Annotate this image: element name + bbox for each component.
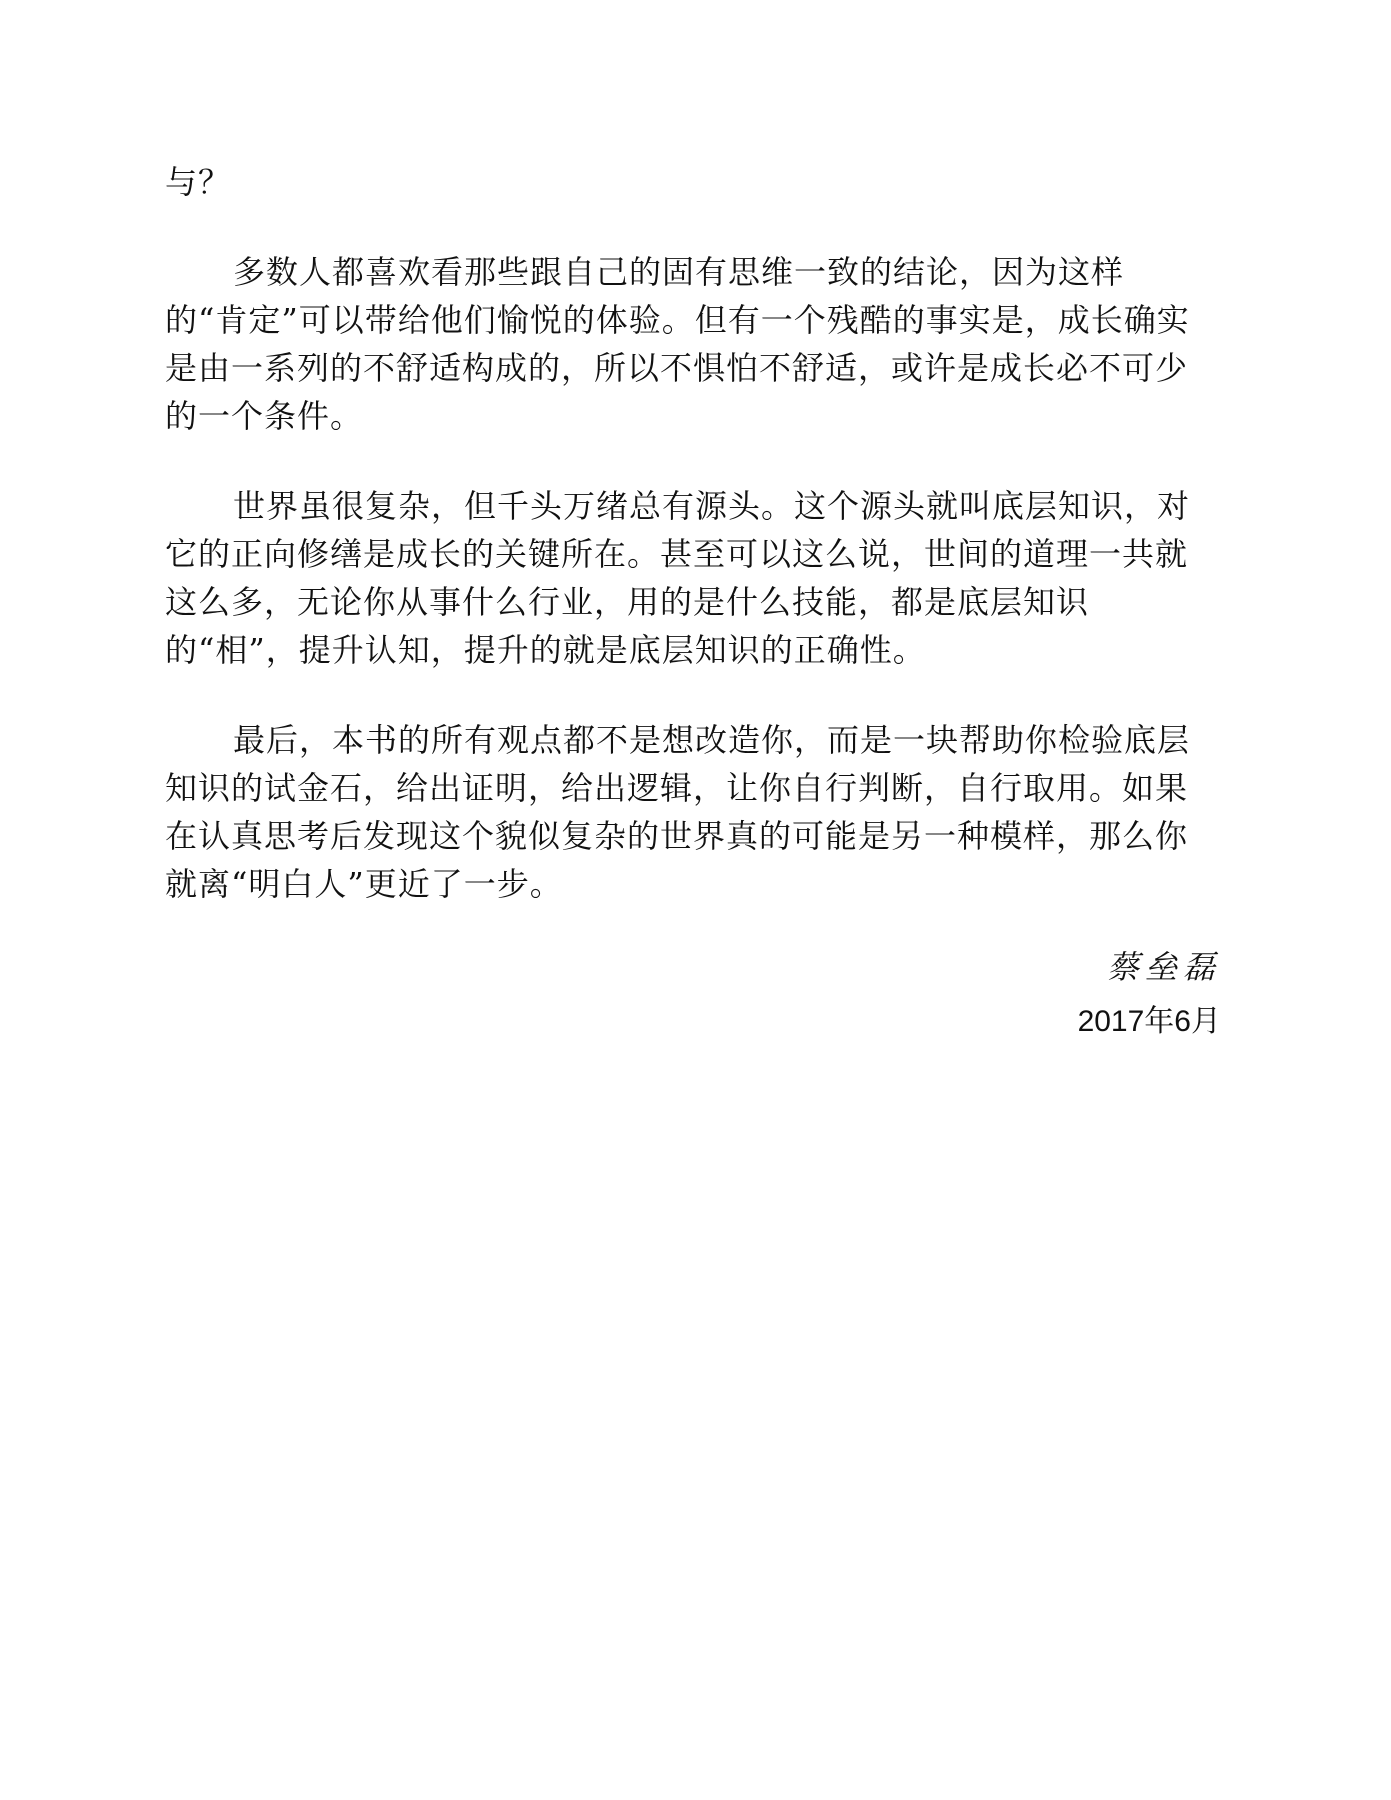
paragraph-line: 多数人都喜欢看那些跟自己的固有思维一致的结论，因为这样 [233, 253, 1125, 291]
paragraph-line: 是由一系列的不舒适构成的，所以不惧怕不舒适，或许是成长必不可少 [165, 349, 1189, 387]
paragraph-line: 知识的试金石，给出证明，给出逻辑，让你自行判断，自行取用。如果 [165, 769, 1189, 807]
signature-date: 2017年6月 [1077, 1005, 1221, 1038]
paragraph-line: 的一个条件。 [165, 397, 364, 435]
paragraph-line: 与？ [165, 163, 232, 201]
paragraph-line: 的“肯定”可以带给他们愉悦的体验。但有一个残酷的事实是，成长确实 [165, 301, 1190, 339]
paragraph-line: 的“相”，提升认知，提升的就是底层知识的正确性。 [165, 631, 926, 669]
paragraph-line: 它的正向修缮是成长的关键所在。甚至可以这么说，世间的道理一共就 [165, 535, 1189, 573]
paragraph-line: 就离“明白人”更近了一步。 [165, 865, 563, 903]
paragraph-line: 在认真思考后发现这个貌似复杂的世界真的可能是另一种模样，那么你 [165, 817, 1189, 855]
paragraph-line: 最后，本书的所有观点都不是想改造你，而是一块帮助你检验底层 [233, 721, 1191, 759]
paragraph-line: 世界虽很复杂，但千头万绪总有源头。这个源头就叫底层知识，对 [233, 487, 1191, 525]
paragraph-line: 这么多，无论你从事什么行业，用的是什么技能，都是底层知识 [165, 583, 1090, 621]
signature-author: 蔡垒磊 [1106, 948, 1221, 986]
